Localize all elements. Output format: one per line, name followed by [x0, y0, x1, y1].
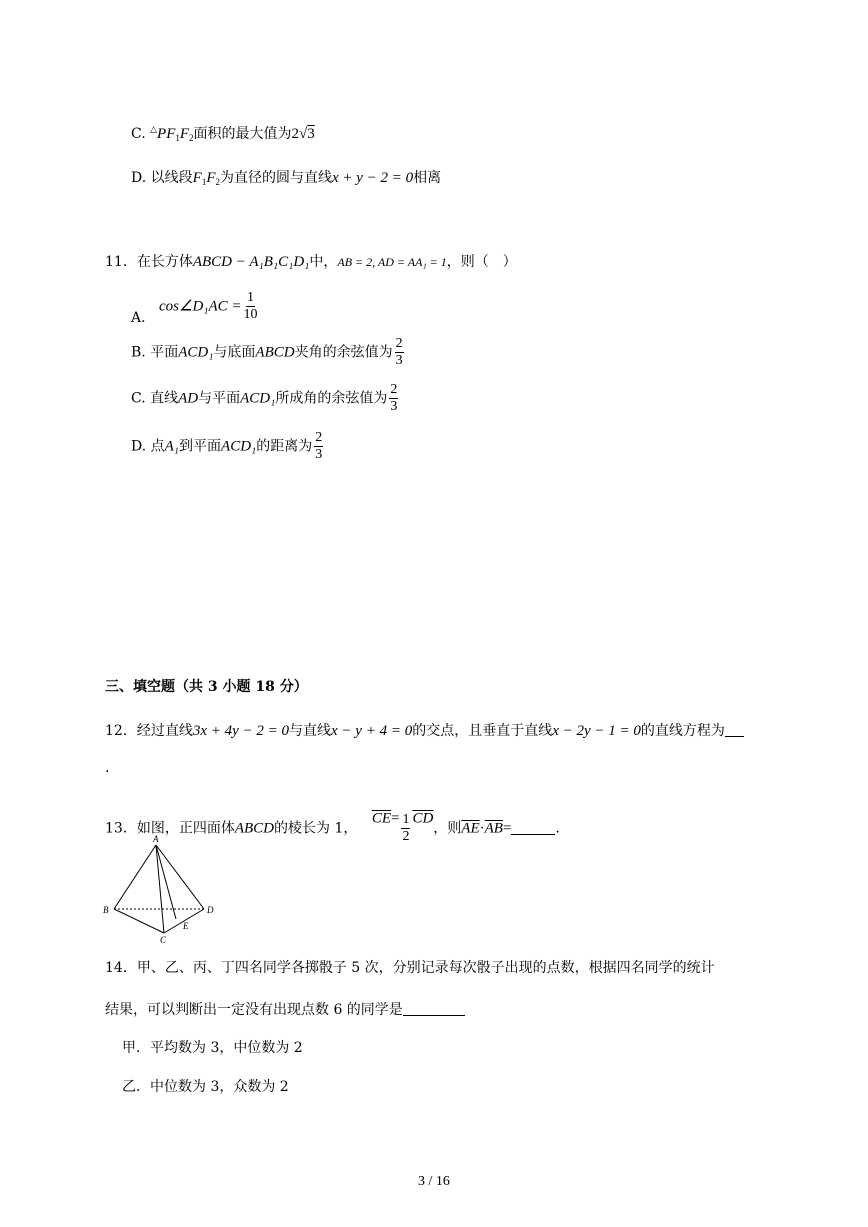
- option-text-3: 的距离为: [256, 438, 313, 455]
- stem-text-4: 的直线方程为: [640, 723, 725, 739]
- math-pf: $PF_1F_2$: [157, 126, 194, 143]
- q10-option-c: [131, 120, 315, 148]
- question-number: 12．: [105, 723, 137, 739]
- question-number: 11．: [105, 254, 137, 270]
- vertex-label-c: C: [160, 935, 167, 945]
- stem-text-3: ，则: [433, 820, 462, 837]
- option-text-3: 所成角的余弦值为: [275, 390, 388, 407]
- math-line-2: x − y + 4 = 0: [331, 723, 413, 739]
- option-letter: D.: [131, 438, 147, 455]
- fraction: $\frac{2}{3}$: [395, 336, 403, 368]
- fraction: $\frac{2}{3}$: [390, 382, 398, 414]
- stem-text-3: ，则（ ）: [446, 254, 517, 270]
- option-letter: A.: [131, 310, 146, 326]
- option-text-3: 相离: [413, 170, 442, 186]
- vector-ab: $\overline{AB}$: [484, 820, 503, 837]
- q11-stem: [105, 252, 517, 272]
- option-text-2: 为直径的圆与直线: [219, 170, 332, 186]
- stem-text-3: 的交点，且垂直于直线: [412, 723, 553, 739]
- option-text: 以线段: [150, 170, 193, 186]
- q14-item-b: 乙．中位数为 3，众数为 2: [122, 1079, 289, 1095]
- option-letter: C.: [131, 126, 146, 142]
- math-plane: ACD₁: [221, 438, 257, 455]
- question-number: 13．: [105, 820, 137, 837]
- fraction: $\frac{2}{3}$: [315, 430, 323, 462]
- math-line-1: 3x + 4y − 2 = 0: [192, 723, 290, 739]
- q14-line-1: [105, 958, 715, 978]
- q11-option-b: [131, 336, 406, 369]
- math-line: AD: [178, 390, 199, 407]
- stem-text: 经过直线: [136, 723, 193, 739]
- math-line-3: x − 2y − 1 = 0: [552, 723, 641, 739]
- option-text: 面积的最大值为: [193, 126, 292, 142]
- option-text: 点: [150, 438, 165, 455]
- q12-stem: [105, 721, 744, 741]
- vector-ae: $\overline{AE}$: [461, 820, 480, 837]
- q14-item-a: 甲．平均数为 3，中位数为 2: [122, 1040, 303, 1056]
- option-text-2: 与底面: [213, 344, 256, 361]
- math-cos: cos∠D₁AC =: [159, 298, 242, 315]
- math-vector-equation: $\overline{CE}=$ $\frac{1}{2}$ $\overline{CD}$: [371, 810, 434, 844]
- stem-text-2: 结果，可以判断出一定没有出现点数 6 的同学是: [105, 1002, 403, 1018]
- stem-text-2: 与直线: [289, 723, 332, 739]
- vertex-label-d: D: [207, 905, 214, 915]
- page-number: 3 / 16: [418, 1174, 450, 1189]
- option-text: 直线: [150, 390, 179, 407]
- period: .: [555, 820, 560, 837]
- math-plane: ACD₁: [178, 344, 214, 361]
- stem-text-2: 中，: [309, 254, 338, 270]
- math-solid: ABCD − A₁B₁C₁D₁: [192, 254, 310, 270]
- question-number: 14．: [105, 960, 137, 976]
- math-solid: ABCD: [234, 820, 274, 837]
- stem-text: 在长方体: [136, 254, 193, 270]
- q10-option-d: [131, 168, 441, 192]
- option-text-2: 到平面: [179, 438, 222, 455]
- q11-option-c: [131, 382, 400, 415]
- math-f1f2: $F_1F_2$: [192, 170, 220, 187]
- triangle-symbol: △: [150, 125, 158, 135]
- math-condition: AB = 2, AD = AA₁ = 1: [337, 255, 447, 269]
- option-text-3: 夹角的余弦值为: [294, 344, 393, 361]
- equals-sign: =: [502, 820, 512, 837]
- option-letter: B.: [131, 344, 146, 361]
- stem-text: 甲、乙、丙、丁四名同学各掷骰子 5 次，分别记录每次骰子出现的点数，根据四名同学的统计: [136, 960, 715, 976]
- vertex-label-a: A: [153, 834, 159, 844]
- option-text: 平面: [150, 344, 179, 361]
- q12-end: .: [105, 760, 110, 776]
- math-line: x + y − 2 = 0: [331, 170, 414, 186]
- math-point: A₁: [164, 438, 180, 455]
- fraction: $\frac{1}{10}$: [243, 290, 258, 322]
- stem-text-2: 的棱长为 1，: [274, 820, 358, 837]
- max-value: 2√3: [291, 126, 315, 142]
- tetrahedron-figure: [100, 833, 220, 945]
- q14-line-2: [105, 1000, 465, 1020]
- dot-operator: ·: [479, 820, 485, 837]
- vertex-label-e: E: [183, 921, 189, 931]
- answer-blank[interactable]: [403, 1001, 465, 1016]
- stem-text: 如图，正四面体: [136, 820, 235, 837]
- option-letter: C.: [131, 390, 146, 407]
- math-base: ABCD: [255, 344, 295, 361]
- vertex-label-b: B: [103, 905, 109, 915]
- math-plane: ACD₁: [240, 390, 276, 407]
- answer-blank[interactable]: [725, 722, 744, 737]
- section-heading: 三、填空题（共 3 小题 18 分）: [105, 679, 308, 695]
- answer-blank[interactable]: [511, 820, 555, 835]
- q11-option-d: [131, 430, 325, 463]
- option-letter: D.: [131, 170, 147, 186]
- option-text-2: 与平面: [198, 390, 241, 407]
